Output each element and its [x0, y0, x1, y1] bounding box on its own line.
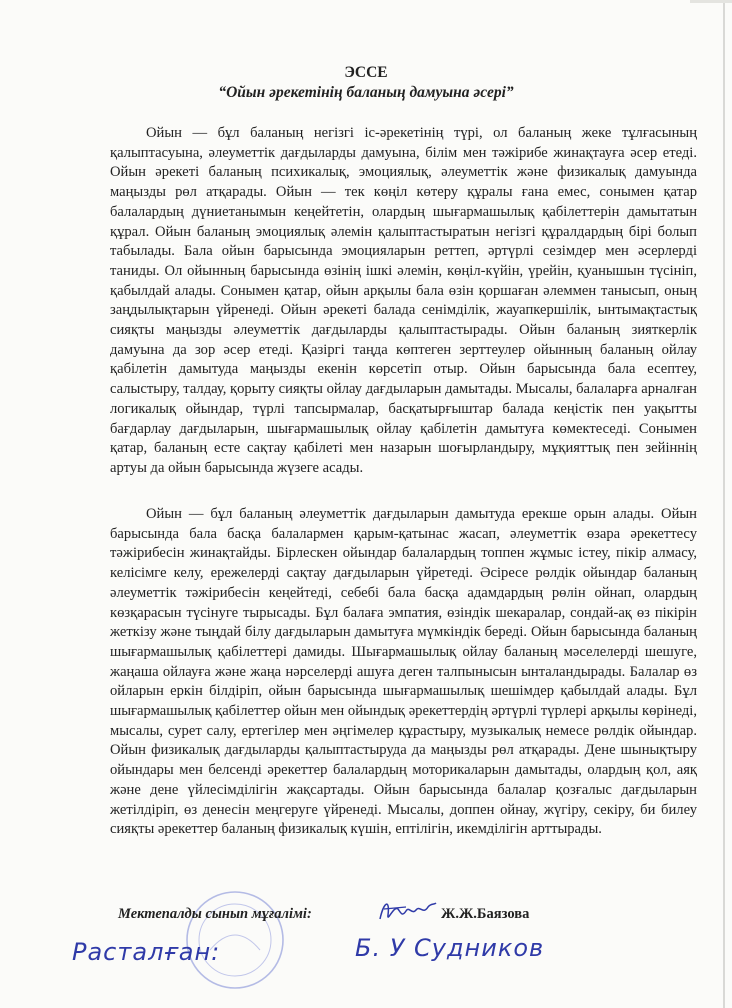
handwritten-director: Б. У Судников: [355, 934, 545, 962]
essay-subtitle: “Ойын әрекетінің баланың дамуына әсері”: [218, 84, 514, 101]
signature-role-label: Мектепалды сынып мұғалімі:: [118, 906, 312, 922]
page-top-edge: [690, 0, 732, 3]
handwritten-signature-icon: [376, 895, 438, 929]
essay-title: ЭССЕ: [344, 64, 388, 81]
essay-paragraph-1: Ойын — бұл баланың негізгі іс-әрекетінің түрі, ол баланың жеке тұлғасының қалыптасуына, әлеуметтік дағдыларды дамуына, білім мен тәжірибе жинақтауға әсер етеді. Ойын әрекеті баланың психикалық, эмоциялық, әлеуметтік және физикалық дамуында маңызды рөл атқарады. Ойын — тек көңіл көтеру құралы ғана емес, сонымен қатар балалардың дүниетанымын кеңейтетін, олардың шығармашылық қабілеттерін дамытатын құрал. Ойын баланың эмоциялық әлемін қалыптастыратын негізгі құралдардың бірі болып табылады. Бала ойын барысында эмоцияларын реттеп, әртүрлі сезімдер мен әсерлерді таниды. Ол ойынның барысында өзінің ішкі әлемін, көңіл-күйін, үрейін, қуанышын түсініп, қабылдай алады. Сонымен қатар, ойын арқылы бала өзін қоршаған әлеммен танысып, оның заңдылықтарын үйренеді. Ойын әрекеті балада сенімділік, жауапкершілік, ынтымақтастық сияқты маңызды әлеуметтік дағдыларды қалыптастырады. Ойын баланың зияткерлік дамуына да зор әсер етеді. Қазіргі таңда көптеген зерттеулер ойынның баланың ойлау қабілетін дамытуда маңызды екенін көрсетіп отыр. Ойын барысында бала есептеу, салыстыру, талдау, қорыту сияқты ойлау дағдыларын дамытады. Мысалы, балаларға арналған логикалық ойындар, түрлі тапсырмалар, басқатырғыштар балада кеңістік пен уақытты бағдарлау дағдыларын, шығармашылық ойлау қабілетін дамытуға көмектеседі. Сонымен қатар, баланың есте сақтау қабілеті мен назарын шоғырландыру, мұқияттық пен зейіннің артуы да ойын барысында жүзеге асады.: [110, 125, 697, 476]
essay-paragraph-2: Ойын — бұл баланың әлеуметтік дағдыларын дамытуда ерекше орын алады. Ойын барысында бала басқа балалармен қарым-қатынас жасап, әлеуметтік өзара әрекеттесу тәжірибесін жинақтайды. Бірлескен ойындар балалардың топпен жұмыс істеу, пікір алмасу, келісімге келу, ережелерді сақтау дағдыларын үйретеді. Әсіресе рөлдік ойындар баланың әлеуметтік тәжірибесін кеңейтеді, себебі бала басқа адамдардың рөлін ойнап, олардың көзқарасын түсінуге тырысады. Бұл балаға эмпатия, өзіндік шекаралар, сондай-ақ өз пікірін жеткізу және тыңдай білу дағдыларын дамытуға мүмкіндік береді. Ойын барысында баланың шығармашылық қабілеттері дамиды. Шығармашылық ойлау баланың мәселелерді шешуге, жаңаша ойлауға және жаңа нәрселерді ашуға деген талпынысын ынталандырады. Балалар өз ойларын еркін білдіріп, ойын барысында шығармашылық шешімдер қабылдай алады. Бұл шығармашылық қабілеттер ойын мен ойындық әрекеттердің әртүрлі түрлері арқылы көрінеді, мысалы, сурет салу, ертегілер мен әңгімелер құрастыру, музыкалық немесе рөлдік ойындар. Ойын физикалық дағдыларды қалыптастыруда да маңызды рөл атқарады. Дене шынықтыру ойындары мен белсенді әрекеттер балалардың моторикаларын дамытады, олардың қол, аяқ және дене үйлесімділігін жақсартады. Ойын барысында балалар қозғалыс дағдыларын жетілдіріп, өз денесін меңгеруге үйренеді. Мысалы, доппен ойнау, жүгіру, секіру, би билеу сияқты әрекеттер баланың физикалық күшін, ептілігін, икемділігін арттырады.: [110, 506, 697, 838]
handwritten-approval: Расталған:: [72, 938, 221, 966]
signature-name: Ж.Ж.Баязова: [441, 906, 530, 922]
stamp-seal-icon: [150, 880, 320, 990]
page-edge-shadow: [723, 0, 725, 1008]
